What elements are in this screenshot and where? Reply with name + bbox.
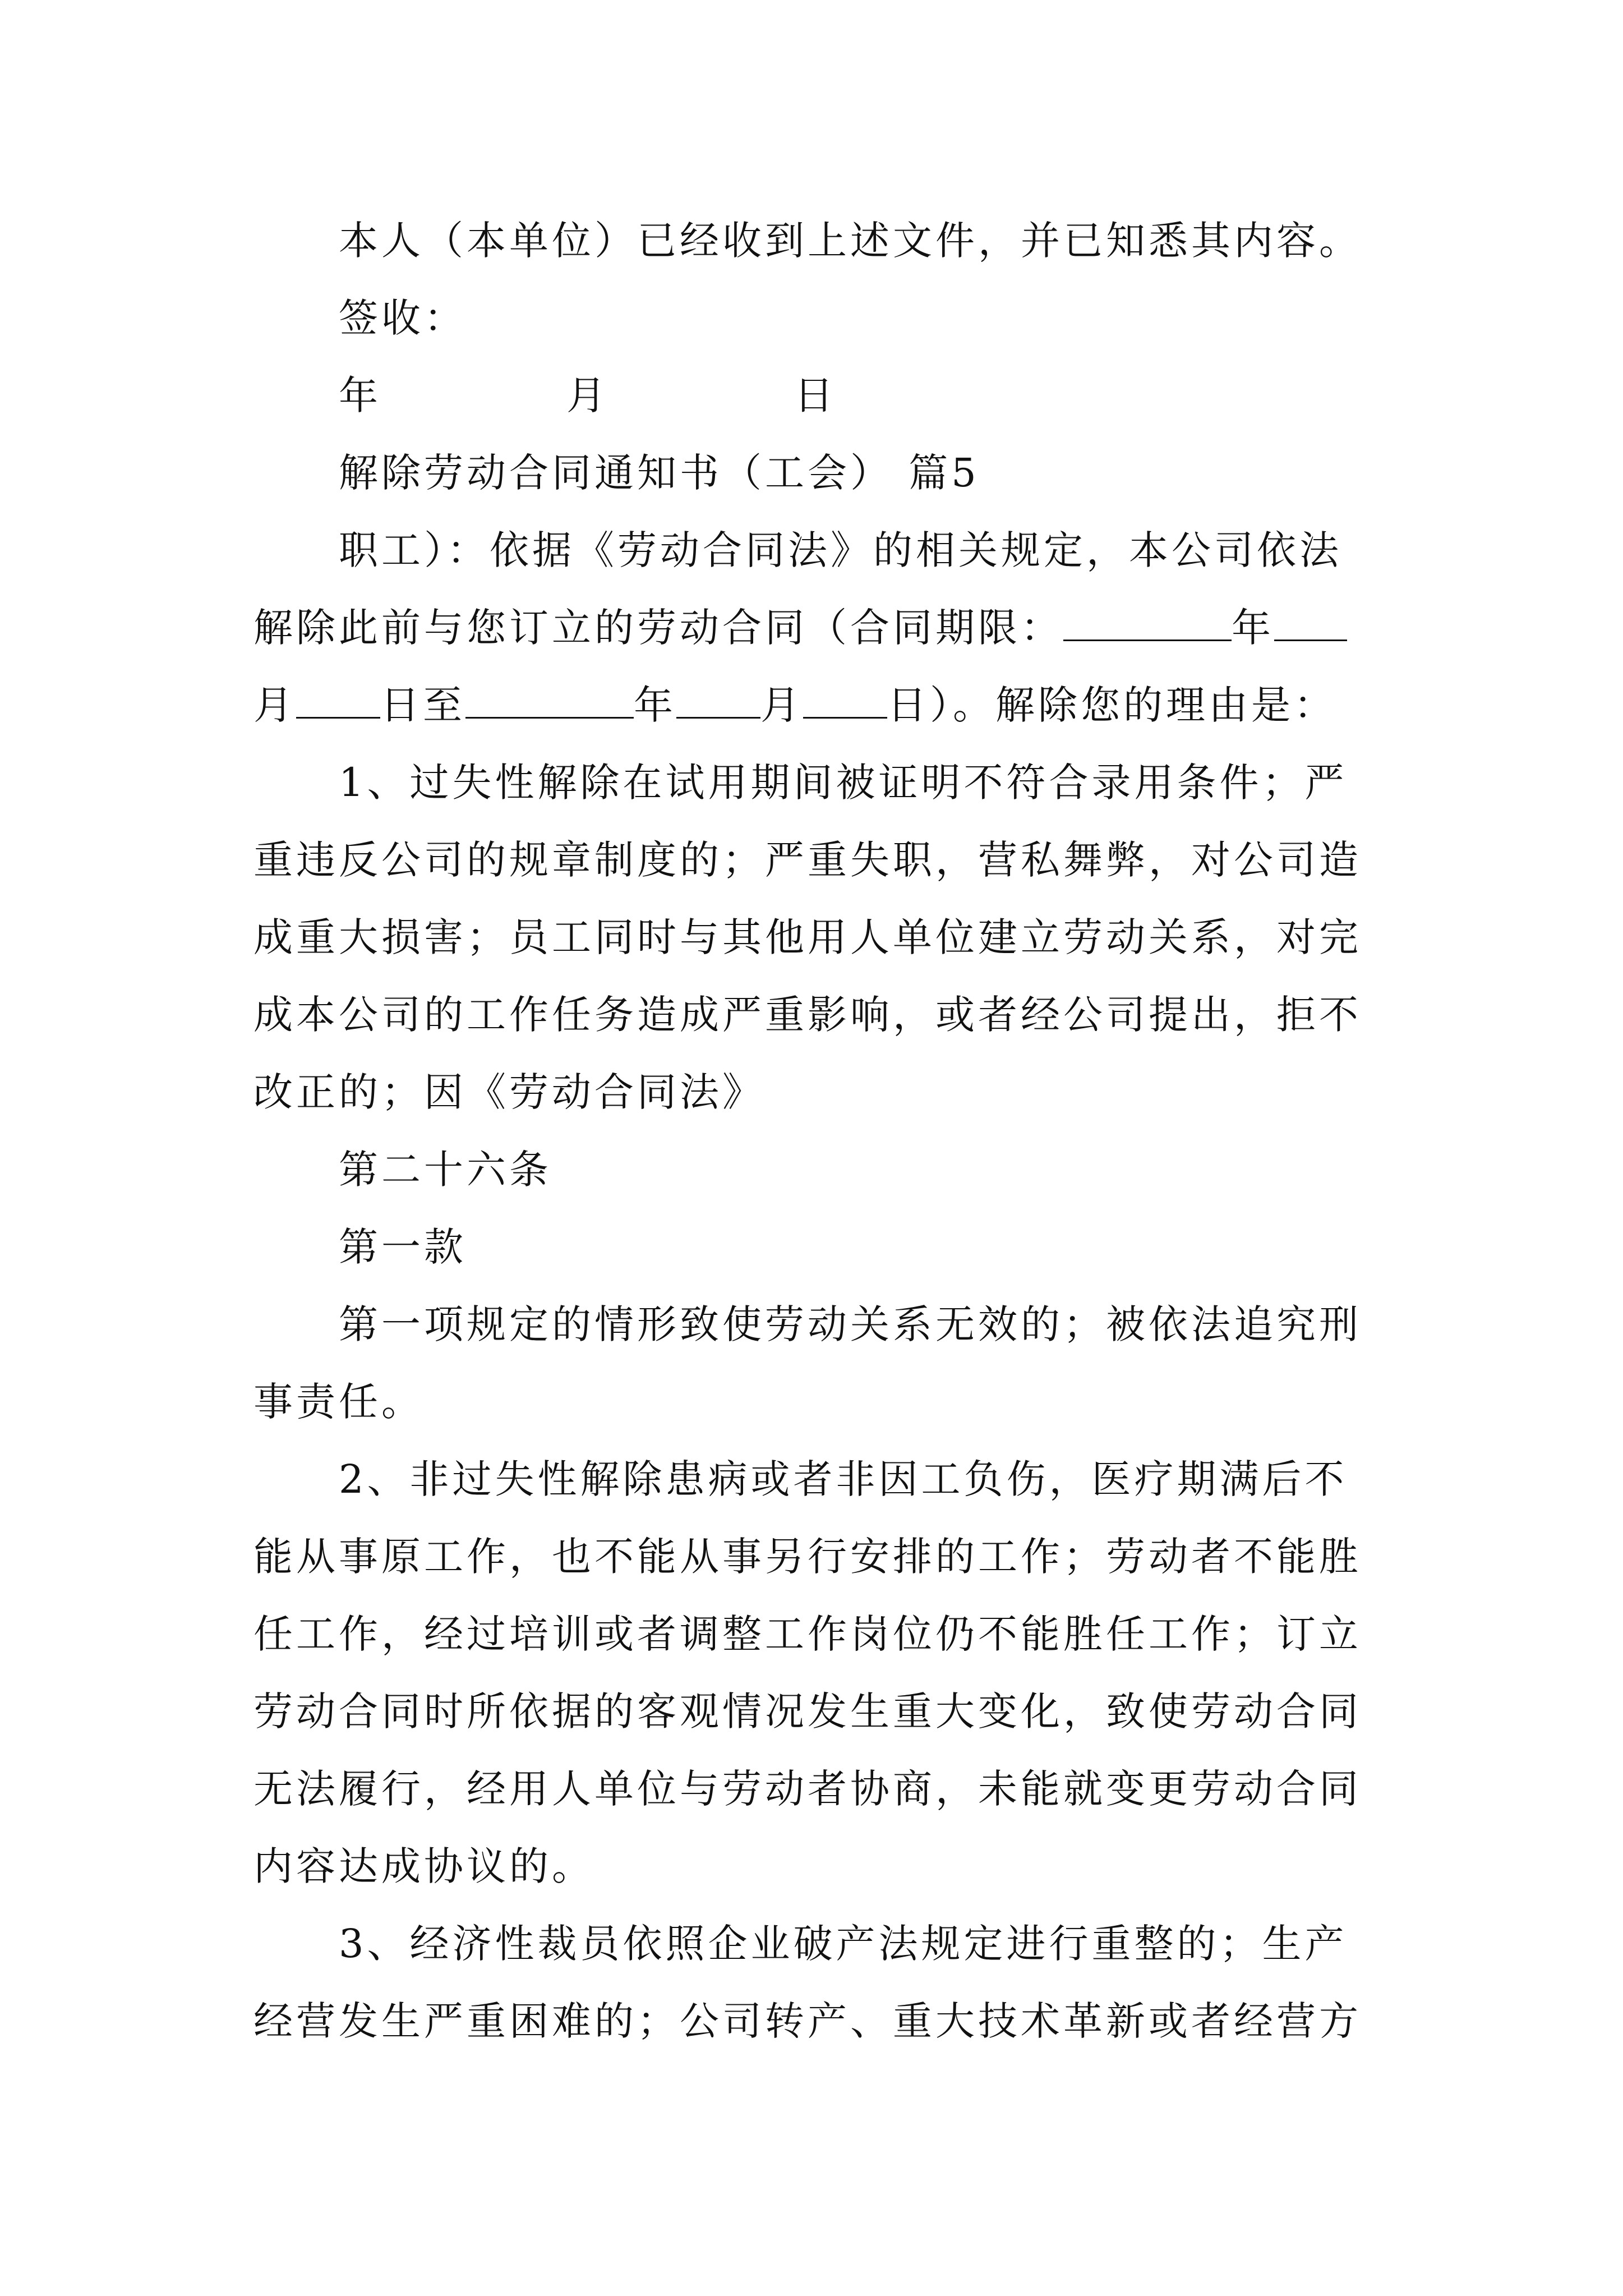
paragraph-line bbox=[253, 666, 1381, 744]
text-fragment: 解除此前与您订立的劳动合同（合同期限： bbox=[253, 605, 1063, 651]
paragraph-line: 3、经济性裁员依照企业破产法规定进行重整的；生产 bbox=[339, 1921, 1348, 1967]
paragraph-line: 任工作，经过培训或者调整工作岗位仍不能胜任工作；订立 bbox=[253, 1611, 1362, 1657]
paragraph-line: 第二十六条 bbox=[339, 1147, 552, 1193]
paragraph-line: 内容达成协议的。 bbox=[253, 1843, 594, 1889]
date-line bbox=[253, 357, 1381, 434]
paragraph-line: 成重大损害；员工同时与其他用人单位建立劳动关系，对完 bbox=[253, 914, 1362, 960]
paragraph-line: 事责任。 bbox=[253, 1379, 424, 1425]
paragraph-line: 改正的；因《劳动合同法》 bbox=[253, 1069, 765, 1115]
date-year: 年 bbox=[339, 372, 381, 418]
paragraph-line: 重违反公司的规章制度的；严重失职，营私舞弊，对公司造 bbox=[253, 837, 1362, 883]
blank-field bbox=[465, 683, 634, 719]
blank-field bbox=[1274, 606, 1347, 641]
paragraph-line: 第一项规定的情形致使劳动关系无效的；被依法追究刑 bbox=[339, 1301, 1362, 1347]
blank-field bbox=[1063, 606, 1232, 641]
blank-field bbox=[803, 683, 887, 719]
sign-label: 签收： bbox=[339, 295, 467, 341]
paragraph-line: 能从事原工作，也不能从事另行安排的工作；劳动者不能胜 bbox=[253, 1534, 1362, 1580]
paragraph-line: 2、非过失性解除患病或者非因工负伤，医疗期满后不 bbox=[339, 1456, 1348, 1502]
paragraph-line bbox=[253, 589, 1381, 666]
text-fragment: 日至 bbox=[380, 682, 465, 728]
paragraph-line: 本人（本单位）已经收到上述文件，并已知悉其内容。 bbox=[339, 218, 1362, 264]
paragraph-line: 劳动合同时所依据的客观情况发生重大变化，致使劳动合同 bbox=[253, 1688, 1362, 1734]
paragraph-line: 第一款 bbox=[339, 1224, 467, 1270]
document-page bbox=[253, 202, 1381, 2060]
text-fragment: 月 bbox=[760, 682, 803, 728]
text-fragment: 年 bbox=[634, 682, 676, 728]
paragraph-line: 1、过失性解除在试用期间被证明不符合录用条件；严 bbox=[339, 760, 1348, 806]
blank-field bbox=[676, 683, 760, 719]
blank-field bbox=[296, 683, 380, 719]
text-fragment: 月 bbox=[253, 682, 296, 728]
section-title: 解除劳动合同通知书（工会） 篇5 bbox=[339, 450, 980, 496]
paragraph-line: 无法履行，经用人单位与劳动者协商，未能就变更劳动合同 bbox=[253, 1766, 1362, 1812]
text-fragment: 年 bbox=[1232, 605, 1274, 651]
date-day: 日 bbox=[794, 372, 837, 418]
paragraph-line: 经营发生严重困难的；公司转产、重大技术革新或者经营方 bbox=[253, 1998, 1362, 2044]
paragraph-line: 职工）：依据《劳动合同法》的相关规定，本公司依法 bbox=[339, 527, 1342, 573]
date-month: 月 bbox=[566, 372, 609, 418]
paragraph-line: 成本公司的工作任务造成严重影响，或者经公司提出，拒不 bbox=[253, 992, 1362, 1038]
text-fragment: 日）。解除您的理由是： bbox=[887, 682, 1336, 728]
